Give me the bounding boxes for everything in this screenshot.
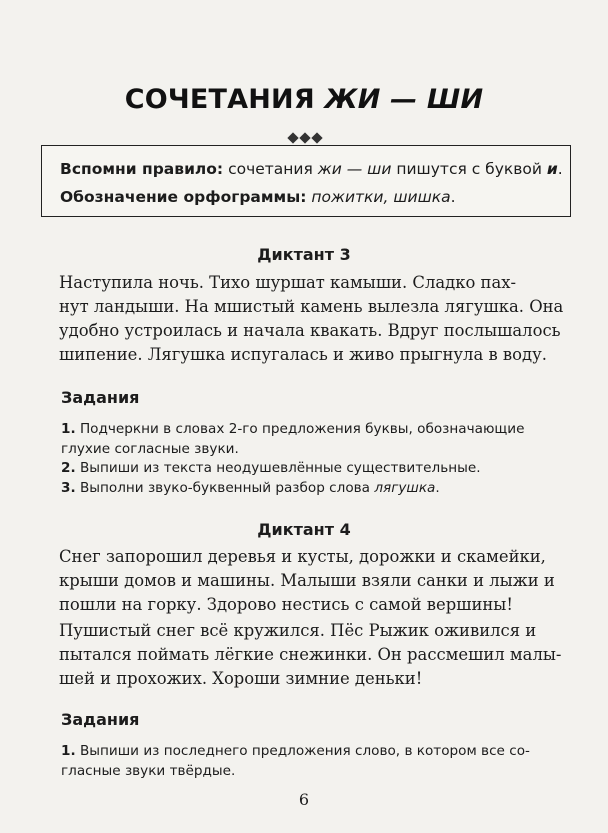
page-title	[0, 84, 608, 115]
orthogram-label: Обозначение орфограммы:	[60, 188, 307, 206]
task-text: Выпиши из последнего предложения слово, в котором все со-	[79, 743, 530, 759]
text-line: шей и прохожих. Хороши зимние деньки!	[59, 669, 423, 688]
task-item	[61, 478, 440, 498]
title-ornament	[289, 134, 321, 142]
orthogram-line	[60, 188, 456, 206]
text-line: Снег запорошил деревья и кусты, дорожки и скамейки,	[59, 547, 546, 566]
ornament-diamond	[299, 132, 310, 143]
task-word: лягушка	[374, 480, 436, 496]
rule-letter: и	[546, 160, 558, 178]
text-line: крыши домов и машины. Малыши взяли санки и лыжи и	[59, 571, 555, 590]
rule-box	[41, 145, 571, 217]
task-item	[61, 419, 524, 459]
rule-text: сочетания	[223, 160, 318, 178]
task-text: Выполни звуко-буквенный разбор слова	[79, 480, 375, 496]
task-number: 1.	[61, 743, 76, 759]
text-line: Пушистый снег всё кружился. Пёс Рыжик оживился и	[59, 621, 537, 640]
dictation-4-paragraph-2	[59, 619, 579, 691]
rule-text: пишутся с буквой	[391, 160, 547, 178]
task-text: глухие согласные звуки.	[61, 441, 239, 457]
orthogram-examples: пожитки, шишка	[306, 188, 451, 206]
text-line: пытался поймать лёгкие снежинки. Он рассмешил малы-	[59, 645, 562, 664]
dictation-4-heading: Диктант 4	[257, 520, 351, 539]
task-item	[61, 458, 481, 478]
task-end: .	[435, 480, 440, 496]
dictation-4-tasks-heading: Задания	[61, 710, 140, 729]
task-text: гласные звуки твёрдые.	[61, 763, 236, 779]
task-number: 1.	[61, 421, 76, 437]
rule-end: .	[557, 160, 563, 178]
text-line: удобно устроилась и начала квакать. Вдруг послышалось	[59, 321, 561, 340]
dictation-3-text	[59, 271, 579, 367]
title-letters: ЖИ — ШИ	[324, 84, 484, 115]
rule-line	[60, 160, 563, 178]
page-number: 6	[298, 790, 310, 809]
dictation-3-heading: Диктант 3	[257, 245, 351, 264]
text-line: шипение. Лягушка испугалась и живо прыгнула в воду.	[59, 345, 547, 364]
ornament-diamond	[287, 132, 298, 143]
text-line: нут ландыши. На мшистый камень вылезла лягушка. Она	[59, 297, 564, 316]
ornament-diamond	[311, 132, 322, 143]
task-text: Подчеркни в словах 2-го предложения буквы, обозначающие	[79, 421, 525, 437]
rule-letter-combination: жи — ши	[317, 160, 392, 178]
task-item	[61, 741, 530, 781]
rule-label: Вспомни правило:	[60, 160, 224, 178]
task-number: 2.	[61, 460, 76, 476]
text-line: Наступила ночь. Тихо шуршат камыши. Сладко пах-	[59, 273, 517, 292]
text-line: пошли на горку. Здорово нестись с самой вершины!	[59, 595, 513, 614]
dictation-4-paragraph-1	[59, 545, 579, 617]
orthogram-end: .	[450, 188, 456, 206]
task-number: 3.	[61, 480, 76, 496]
title-prefix: СОЧЕТАНИЯ	[124, 84, 325, 115]
task-text: Выпиши из текста неодушевлённые существительные.	[79, 460, 481, 476]
dictation-3-tasks-heading: Задания	[61, 388, 140, 407]
